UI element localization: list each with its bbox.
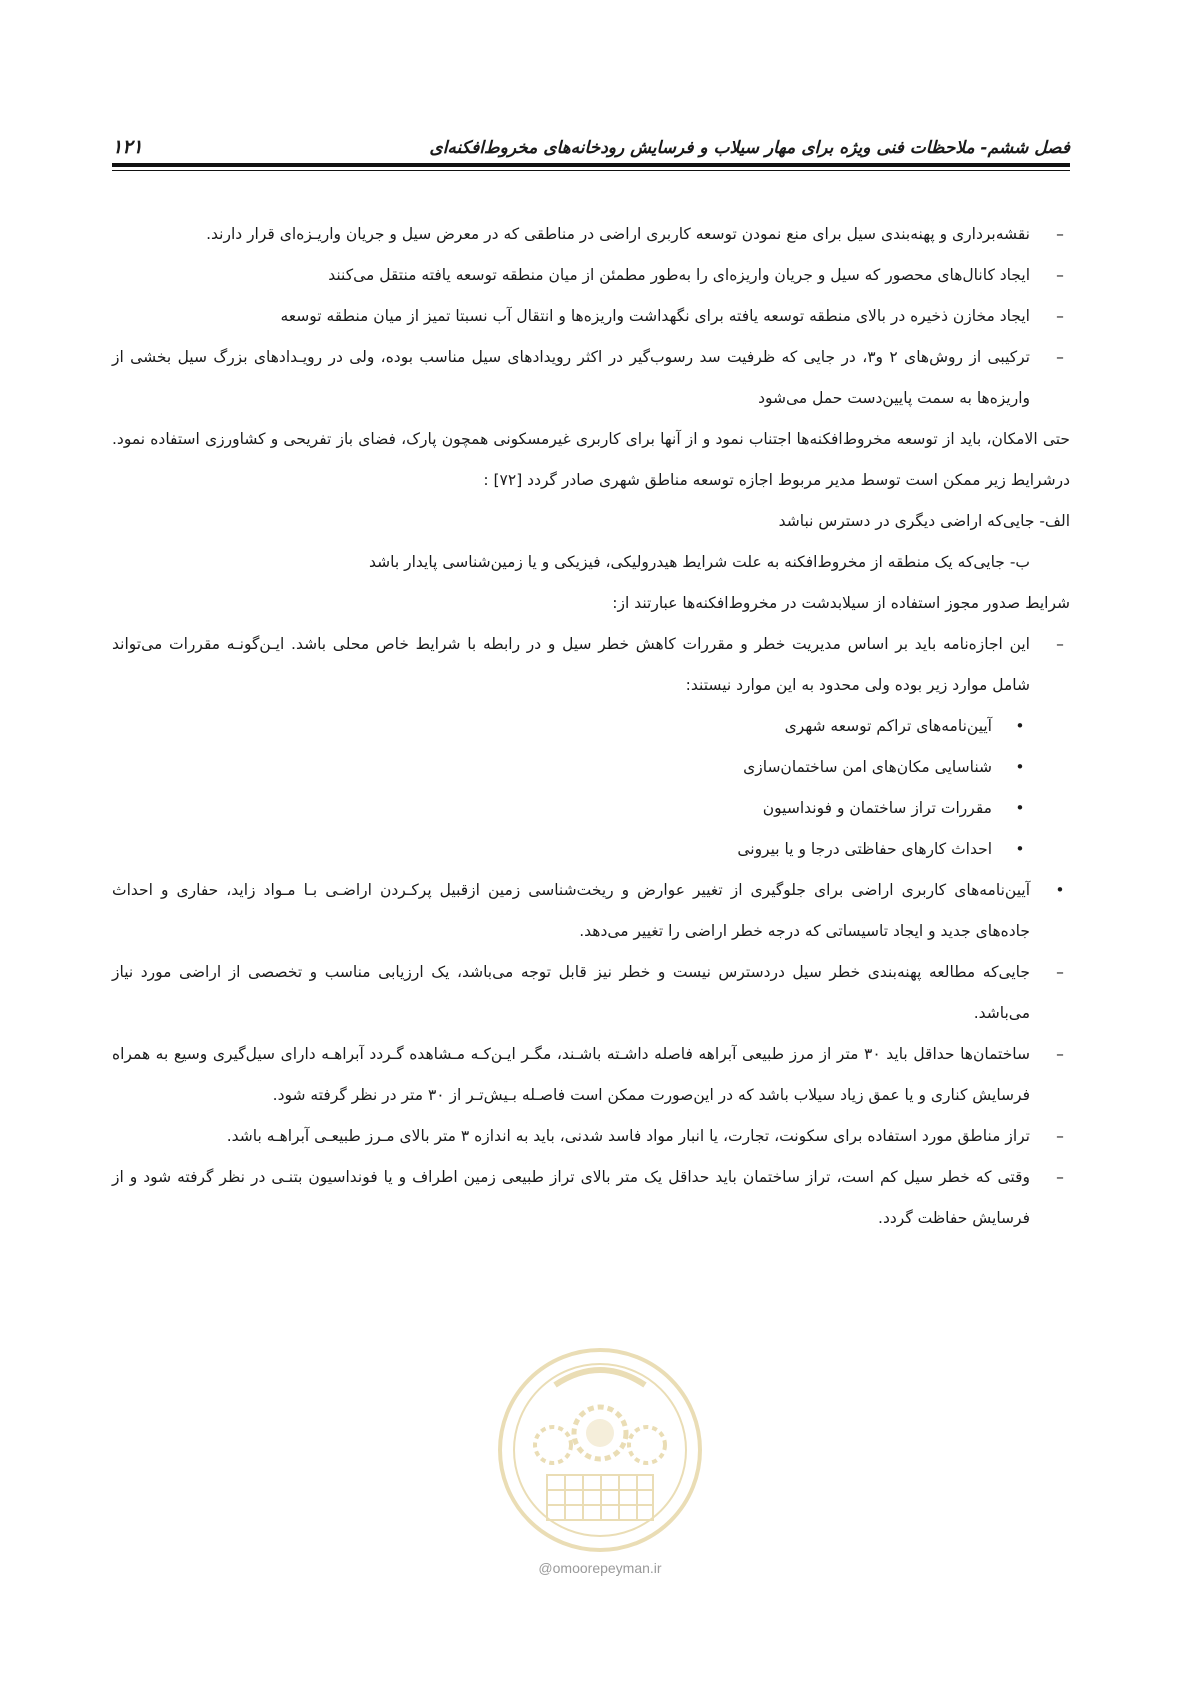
list-item — [112, 952, 1070, 1034]
chapter-title: فصل ششم- ملاحظات فنی ویژه برای مهار سیلاب و فرسایش رودخانه‌های مخروط‌افکنه‌ای — [429, 138, 1070, 158]
conditions-intro: شرایط صدور مجوز استفاده از سیلابدشت در مخروط‌افکنه‌ها عبارتند از: — [612, 594, 1070, 612]
dash-marker: – — [1056, 1168, 1064, 1186]
bullet-marker: • — [1015, 717, 1025, 735]
condition-b: ب- جایی‌که یک منطقه از مخروط‌افکنه به علت شرایط هیدرولیکی، فیزیکی و یا زمین‌شناسی پایدار باشد — [369, 553, 1030, 571]
list-item-text: ساختمان‌ها حداقل باید ۳۰ متر از مرز طبیعی آبراهه فاصله داشـته باشـند، مگـر ایـن‌کـه مـشاهده گـردد آبراهـه دارای سیل‌گیری وسیع به همراه فرسایش کناری و یا عمق زیاد سیلاب باشد که در این‌صورت ممکن است فاصـله بـیش‌تـر از ۳۰ متر در نظر گرفته شود. — [112, 1045, 1030, 1104]
list-item — [112, 337, 1070, 419]
header-rule-thin — [112, 170, 1070, 171]
list-item-text: ایجاد مخازن ذخیره در بالای منطقه توسعه یافته برای نگهداشت واریزه‌ها و انتقال آب نسبتا تمیز از میان منطقه توسعه — [280, 307, 1030, 325]
list-item — [112, 214, 1070, 255]
body-text — [112, 214, 1070, 1239]
bullet-marker: • — [1015, 758, 1025, 776]
bullet-item-text: مقررات تراز ساختمان و فونداسیون — [762, 799, 992, 817]
dash-marker: – — [1056, 225, 1064, 243]
list-item-text: ایجاد کانال‌های محصور که سیل و جریان واریزه‌ای را به‌طور مطمئن از میان منطقه توسعه یافته منتقل می‌کنند — [328, 266, 1030, 284]
list-item-text: تراز مناطق مورد استفاده برای سکونت، تجارت، یا انبار مواد فاسد شدنی، باید به اندازه ۳ متر بالای مـرز طبیعـی آبراهـه باشد. — [226, 1127, 1030, 1145]
dash-marker: – — [1056, 1127, 1064, 1145]
dash-marker: – — [1056, 348, 1064, 366]
paragraph: حتی الامکان، باید از توسعه مخروط‌افکنه‌ها اجتناب نمود و از آنها برای کاربری غیرمسکونی همچون پارک، فضای باز تفریحی و کشاورزی استفاده نمود. درشرایط زیر ممکن است توسط مدیر مربوط اجازه توسعه مناطق شهری صادر گردد [۷۲] : — [112, 430, 1070, 489]
bullet-item — [112, 870, 1070, 952]
bullet-item-text: آیین‌نامه‌های تراکم توسعه شهری — [784, 717, 992, 735]
bullet-item — [112, 829, 1070, 870]
list-item — [112, 624, 1070, 706]
bullet-marker: • — [1055, 881, 1065, 899]
bullet-item — [112, 788, 1070, 829]
watermark-url: @omoorepeyman.ir — [538, 1560, 662, 1576]
page-header — [112, 128, 1070, 158]
header-rule — [112, 163, 1070, 167]
list-item — [112, 1157, 1070, 1239]
list-item-text: جایی‌که مطالعه پهنه‌بندی خطر سیل دردسترس نیست و خطر نیز قابل توجه می‌باشد، یک ارزیابی مناسب و تخصصی از اراضی مورد نیاز می‌باشد. — [112, 963, 1030, 1022]
list-item — [112, 1116, 1070, 1157]
bullet-marker: • — [1015, 799, 1025, 817]
bullet-item — [112, 747, 1070, 788]
list-item-text: نقشه‌برداری و پهنه‌بندی سیل برای منع نمودن توسعه کاربری اراضی در مناطقی که در معرض سیل و جریان واریـزه‌ای قرار دارند. — [206, 225, 1030, 243]
list-item-text: این اجازه‌نامه باید بر اساس مدیریت خطر و مقررات کاهش خطر سیل و در رابطه با شرایط خاص محلی باشد. ایـن‌گونـه مقررات می‌تواند شامل موارد زیر بوده ولی محدود به این موارد نیستند: — [112, 635, 1030, 694]
dash-marker: – — [1056, 266, 1064, 284]
bullet-item-text: احداث کارهای حفاظتی درجا و یا بیرونی — [737, 840, 992, 858]
page-number: ۱۲۱ — [112, 136, 143, 158]
bullet-item-text: شناسایی مکان‌های امن ساختمان‌سازی — [743, 758, 992, 776]
watermark-seal-icon — [495, 1345, 705, 1555]
dash-marker: – — [1056, 635, 1064, 653]
dash-marker: – — [1056, 1045, 1064, 1063]
list-item — [112, 296, 1070, 337]
list-item — [112, 1034, 1070, 1116]
list-item — [112, 255, 1070, 296]
bullet-item — [112, 706, 1070, 747]
dash-marker: – — [1056, 963, 1064, 981]
list-item-text: ترکیبی از روش‌های ۲ و۳، در جایی که ظرفیت سد رسوب‌گیر در اکثر رویدادهای سیل مناسب بوده، ولی در رویـدادهای بزرگ سیل بخشی از واریزه‌ها به سمت پایین‌دست حمل می‌شود — [112, 348, 1031, 407]
dash-marker: – — [1056, 307, 1064, 325]
condition-a: الف- جایی‌که اراضی دیگری در دسترس نباشد — [778, 512, 1070, 530]
bullet-marker: • — [1015, 840, 1025, 858]
list-item-text: وقتی که خطر سیل کم است، تراز ساختمان باید حداقل یک متر بالای تراز طبیعی زمین اطراف و یا فونداسیون بتنـی در نظر گرفته شود و از فرسایش حفاظت گردد. — [112, 1168, 1030, 1227]
bullet-item-text: آیین‌نامه‌های کاربری اراضی برای جلوگیری از تغییر عوارض و ریخت‌شناسی زمین ازقبیل پرکـردن اراضـی بـا مـواد زاید، حفاری و احداث جاده‌های جدید و ایجاد تاسیساتی که درجه خطر اراضی را تغییر می‌دهد. — [112, 881, 1030, 940]
